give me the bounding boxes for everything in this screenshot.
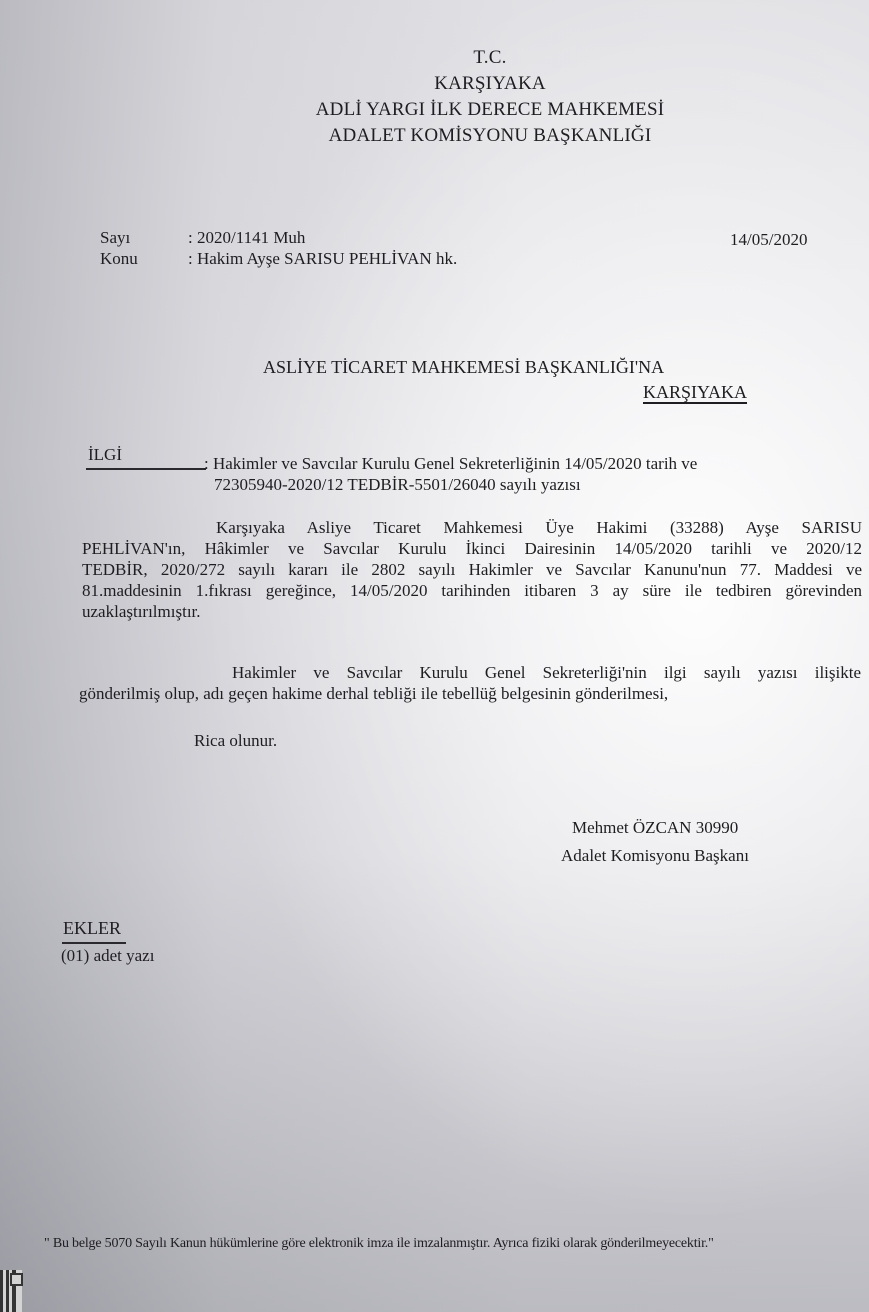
sayi-value: : 2020/1141 Muh — [188, 228, 306, 247]
konu-label: Konu — [100, 249, 138, 268]
paragraph-suspension — [82, 517, 862, 622]
closing-text: Rica olunur. — [194, 731, 278, 750]
paragraph-line: gönderilmiş olup, adı geçen hakime derhal tebliği ile tebellüğ belgesinin gönderilmesi, — [79, 684, 669, 703]
attachments-label: EKLER — [63, 918, 121, 938]
letterhead-line-tc: T.C. — [473, 47, 507, 68]
ilgi-line-2: 72305940-2020/12 TEDBİR-5501/26040 sayılı yazısı — [214, 475, 581, 494]
addressee-city: KARŞIYAKA — [643, 382, 748, 402]
attachments-underline — [62, 942, 126, 944]
paragraph-line: PEHLİVAN'ın, Hâkimler ve Savcılar Kurulu İkinci Dairesinin 14/05/2020 tarihli ve 2020/12 — [82, 539, 862, 558]
paragraph-request — [79, 662, 861, 704]
letterhead-line-office: ADALET KOMİSYONU BAŞKANLIĞI — [328, 125, 652, 146]
document-date: 14/05/2020 — [730, 230, 808, 249]
paragraph-line: uzaklaştırılmıştır. — [82, 602, 201, 621]
paragraph-line: Karşıyaka Asliye Ticaret Mahkemesi Üye Hakimi (33288) Ayşe SARISU — [216, 518, 862, 537]
signatory-title: Adalet Komisyonu Başkanı — [561, 846, 749, 865]
qr-code-icon — [0, 1270, 22, 1312]
e-signature-note: " Bu belge 5070 Sayılı Kanun hükümlerine göre elektronik imza ile imzalanmıştır. Ayrıca fiziki olarak gönderilmeyecektir." — [44, 1236, 714, 1251]
attachment-item: (01) adet yazı — [61, 946, 155, 965]
paragraph-line: TEDBİR, 2020/272 sayılı kararı ile 2802 sayılı Hakimler ve Savcılar Kanunu'nun 77. Maddesi ve — [82, 560, 862, 579]
letterhead-line-court: ADLİ YARGI İLK DERECE MAHKEMESİ — [315, 99, 665, 120]
signatory-name: Mehmet ÖZCAN 30990 — [572, 818, 739, 837]
ilgi-line-1: : Hakimler ve Savcılar Kurulu Genel Sekreterliğinin 14/05/2020 tarih ve — [204, 454, 698, 473]
ilgi-underline — [86, 468, 206, 470]
konu-value: : Hakim Ayşe SARISU PEHLİVAN hk. — [188, 249, 458, 268]
sayi-label: Sayı — [100, 228, 131, 247]
paragraph-line: Hakimler ve Savcılar Kurulu Genel Sekreterliği'nin ilgi sayılı yazısı ilişikte — [232, 663, 861, 682]
paragraph-line: 81.maddesinin 1.fıkrası gereğince, 14/05/2020 tarihinden itibaren 3 ay süre ile tedbiren görevinden — [82, 581, 862, 600]
ilgi-label: İLGİ — [88, 445, 122, 464]
addressee-office: ASLİYE TİCARET MAHKEMESİ BAŞKANLIĞI'NA — [263, 357, 665, 377]
letterhead-line-city: KARŞIYAKA — [434, 73, 546, 94]
letterhead — [300, 45, 680, 149]
